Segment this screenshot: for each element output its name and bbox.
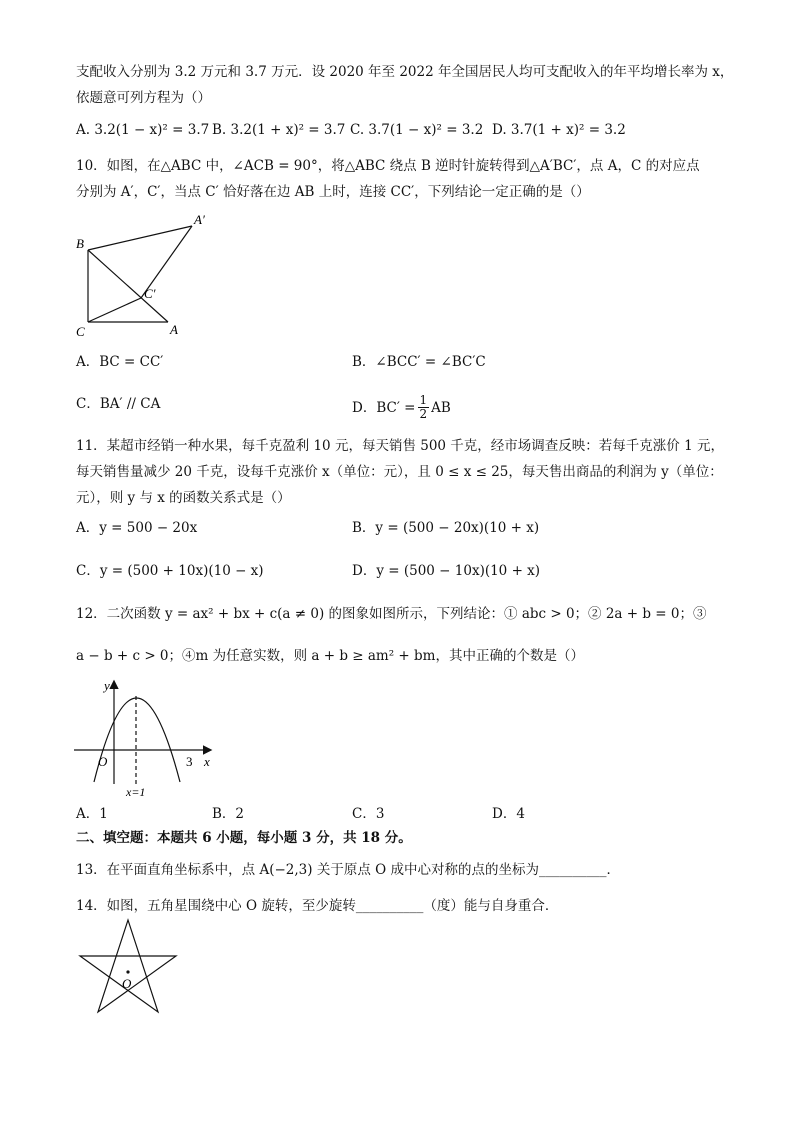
- q10-option-c: C．BA′ // CA: [76, 396, 161, 412]
- label-o: O: [122, 976, 132, 991]
- q10-rotation-figure: [70, 208, 220, 338]
- q10-option-b: B．∠BCC′ = ∠BC′C: [352, 354, 486, 370]
- q11-text-line1: 11．某超市经销一种水果，每千克盈利 10 元，每天销售 500 千克，经市场调查反映：若每千克涨价 1 元，: [76, 438, 724, 454]
- q11-text-line2: 每天销售量减少 20 千克，设每千克涨价 x（单位：元），且 0 ≤ x ≤ 25，每天售出商品的利润为 y（单位：: [76, 464, 723, 480]
- fraction-numerator: 1: [419, 393, 428, 407]
- label-three: 3: [186, 754, 193, 769]
- q10-option-d: [352, 394, 451, 421]
- label-a: A: [170, 322, 178, 337]
- q14-star-figure: [72, 918, 184, 1026]
- label-b: B: [76, 236, 84, 251]
- center-dot: [126, 970, 129, 973]
- q9-text-line1: 支配收入分别为 3.2 万元和 3.7 万元．设 2020 年至 2022 年全国居民人均可支配收入的年平均增长率为 x，: [76, 64, 734, 80]
- q11-text-line3: 元），则 y 与 x 的函数关系式是（）: [76, 490, 291, 506]
- segment-ba-prime: [88, 226, 192, 250]
- q10-option-d-head: D．BC′ =: [352, 399, 416, 416]
- q9-text-line2: 依题意可列方程为（）: [76, 90, 211, 106]
- label-c: C: [76, 324, 85, 339]
- q12-option-c: C．3: [352, 806, 385, 822]
- q9-option-d: D. 3.7(1 + x)² = 3.2: [492, 122, 626, 138]
- q12-option-b: B．2: [212, 806, 245, 822]
- q11-option-a: A．y = 500 − 20x: [76, 520, 198, 536]
- q11-option-c: C．y = (500 + 10x)(10 − x): [76, 563, 264, 579]
- q11-option-b: B．y = (500 − 20x)(10 + x): [352, 520, 540, 536]
- q14-text-line1: 14．如图，五角星围绕中心 O 旋转，至少旋转__________（度）能与自身重合．: [76, 898, 559, 914]
- q12-text-line2: a − b + c > 0；④m 为任意实数，则 a + b ≥ am² + bm，其中正确的个数是（）: [76, 648, 584, 664]
- q13-text: 13．在平面直角坐标系中，点 A(−2,3) 关于原点 O 成中心对称的点的坐标为__________．: [76, 862, 620, 878]
- q12-option-a: A．1: [76, 806, 108, 822]
- q10-option-a: A．BC = CC′: [76, 354, 164, 370]
- segment-cc-prime: [88, 298, 141, 322]
- q10-option-d-fraction: [418, 394, 430, 421]
- q10-text-line1: 10．如图，在△ABC 中，∠ACB = 90°，将△ABC 绕点 B 逆时针旋转得到△A′BC′，点 A，C 的对应点: [76, 158, 700, 174]
- q9-option-b: B. 3.2(1 + x)² = 3.7: [212, 122, 346, 138]
- label-y: y: [104, 678, 110, 693]
- label-c-prime: C′: [144, 286, 156, 301]
- q9-option-c: C. 3.7(1 − x)² = 3.2: [350, 122, 484, 138]
- pentagram-outline: [80, 920, 176, 1012]
- segment-ba: [88, 250, 168, 322]
- q10-option-d-tail: AB: [431, 399, 451, 416]
- parabola-curve: [94, 698, 180, 782]
- q12-text-line1: 12．二次函数 y = ax² + bx + c(a ≠ 0) 的图象如图所示，下列结论：① abc > 0；② 2a + b = 0；③: [76, 606, 707, 622]
- label-x: x: [204, 754, 210, 769]
- q12-option-d: D．4: [492, 806, 525, 822]
- section-heading-fill-in: 二、填空题：本题共 6 小题，每小题 3 分，共 18 分。: [76, 830, 412, 846]
- fraction-denominator: 2: [419, 407, 428, 421]
- q11-option-d: D．y = (500 − 10x)(10 + x): [352, 563, 541, 579]
- q10-text-line2: 分别为 A′，C′，当点 C′ 恰好落在边 AB 上时，连接 CC′，下列结论一定正确的是（）: [76, 184, 590, 200]
- q9-option-a: A. 3.2(1 − x)² = 3.7: [76, 122, 210, 138]
- q12-parabola-figure: [70, 674, 230, 800]
- label-origin: O: [98, 754, 108, 769]
- label-axis-x1: x=1: [126, 785, 146, 799]
- label-a-prime: A′: [194, 212, 205, 227]
